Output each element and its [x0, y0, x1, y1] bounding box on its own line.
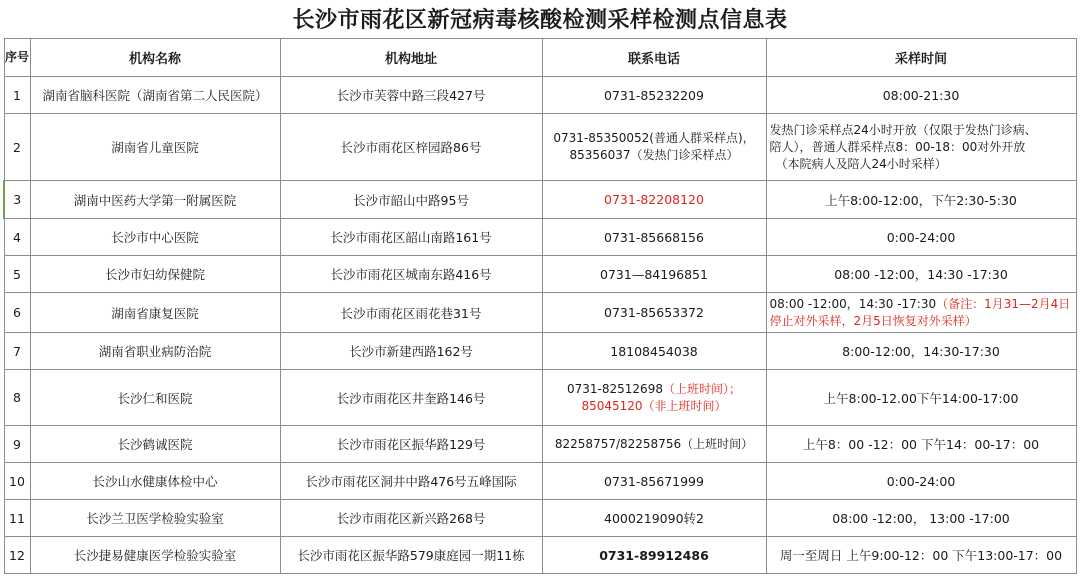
cell-phone: 0731-85653372 — [542, 293, 766, 333]
time-line: 发热门诊采样点24小时开放（仅限于发热门诊病、 — [769, 122, 1037, 137]
cell-time: 0:00-24:00 — [766, 463, 1076, 500]
cell-time: 08:00 -12:00，14:30 -17:30 — [766, 256, 1076, 293]
cell-time: 08:00-21:30 — [766, 77, 1076, 114]
cell-address: 长沙市雨花区韶山南路161号 — [280, 219, 542, 256]
table-row — [4, 426, 1076, 463]
phone-note: （上班时间）； — [662, 381, 741, 396]
cell-seq: 8 — [4, 370, 30, 426]
cell-address: 长沙市雨花区振华路579康庭园一期11栋 — [280, 537, 542, 574]
table-row — [4, 463, 1076, 500]
table-row — [4, 537, 1076, 574]
cell-phone: 0731—84196851 — [542, 256, 766, 293]
cell-phone: 82258757/82258756（上班时间） — [542, 426, 766, 463]
cell-address: 长沙市雨花区梓园路86号 — [280, 114, 542, 181]
phone-line — [546, 381, 763, 398]
phone-line: 0731-85350052(普通人群采样点)， — [553, 131, 755, 145]
cell-address: 长沙市雨花区雨花巷31号 — [280, 293, 542, 333]
phone-line: 85356037（发热门诊采样点） — [569, 148, 739, 162]
cell-address: 长沙市雨花区井奎路146号 — [280, 370, 542, 426]
cell-name: 长沙兰卫医学检验实验室 — [30, 500, 280, 537]
cell-name: 长沙市妇幼保健院 — [30, 256, 280, 293]
time-line: （本院病人及陪人24小时采样） — [775, 156, 947, 171]
table-row — [4, 77, 1076, 114]
cell-phone: 0731-85668156 — [542, 219, 766, 256]
cell-phone — [542, 370, 766, 426]
cell-address: 长沙市雨花区城南东路416号 — [280, 256, 542, 293]
cell-time: 上午8：00 -12：00 下午14：00-17：00 — [766, 426, 1076, 463]
cell-seq: 12 — [4, 537, 30, 574]
cell-seq: 9 — [4, 426, 30, 463]
table-row — [4, 500, 1076, 537]
header-row — [4, 39, 1076, 77]
cell-name: 湖南省儿童医院 — [30, 114, 280, 181]
table-row — [4, 333, 1076, 370]
cell-seq: 10 — [4, 463, 30, 500]
cell-phone: 0731-82208120 — [542, 181, 766, 219]
cell-time: 08:00 -12:00， 13:00 -17:00 — [766, 500, 1076, 537]
cell-name: 长沙市中心医院 — [30, 219, 280, 256]
cell-seq: 11 — [4, 500, 30, 537]
cell-address: 长沙市芙蓉中路三段427号 — [280, 77, 542, 114]
cell-time: 上午8:00-12:00，下午2:30-5:30 — [766, 181, 1076, 219]
header-seq: 序号 — [4, 39, 30, 77]
cell-name: 长沙山水健康体检中心 — [30, 463, 280, 500]
cell-phone: 18108454038 — [542, 333, 766, 370]
cell-address: 长沙市韶山中路95号 — [280, 181, 542, 219]
cell-time — [766, 114, 1076, 181]
cell-seq: 5 — [4, 256, 30, 293]
cell-name: 长沙鹤诚医院 — [30, 426, 280, 463]
cell-seq: 6 — [4, 293, 30, 333]
header-name: 机构名称 — [30, 39, 280, 77]
cell-name: 长沙仁和医院 — [30, 370, 280, 426]
header-time: 采样时间 — [766, 39, 1076, 77]
cell-address: 长沙市新建西路162号 — [280, 333, 542, 370]
header-address: 机构地址 — [280, 39, 542, 77]
cell-phone: 0731-89912486 — [542, 537, 766, 574]
cell-address: 长沙市雨花区振华路129号 — [280, 426, 542, 463]
cell-name: 湖南省脑科医院（湖南省第二人民医院） — [30, 77, 280, 114]
cell-time: 8:00-12:00，14:30-17:30 — [766, 333, 1076, 370]
table-row — [4, 114, 1076, 181]
phone-line: 85045120（非上班时间） — [581, 398, 727, 413]
cell-seq: 1 — [4, 77, 30, 114]
cell-time: 周一至周日 上午9:00-12：00 下午13:00-17：00 — [766, 537, 1076, 574]
cell-phone: 4000219090转2 — [542, 500, 766, 537]
cell-phone: 0731-85232209 — [542, 77, 766, 114]
phone-number: 0731-82512698 — [567, 381, 663, 396]
cell-seq: 3 — [4, 181, 30, 219]
time-note: （备注：1月31—2月4日停止对外采样，2月5日恢复对外采样） — [769, 296, 1071, 328]
cell-name: 长沙捷易健康医学检验实验室 — [30, 537, 280, 574]
cell-time: 0:00-24:00 — [766, 219, 1076, 256]
table-row — [4, 219, 1076, 256]
cell-time: 上午8:00-12.00下午14:00-17:00 — [766, 370, 1076, 426]
header-phone: 联系电话 — [542, 39, 766, 77]
table-row — [4, 256, 1076, 293]
cell-phone: 0731-85671999 — [542, 463, 766, 500]
cell-seq: 4 — [4, 219, 30, 256]
time-text: 08:00 -12:00，14:30 -17:30 — [769, 296, 937, 311]
cell-seq: 2 — [4, 114, 30, 181]
table-row — [4, 181, 1076, 219]
info-table — [3, 38, 1077, 574]
cell-time — [766, 293, 1076, 333]
cell-name: 湖南省康复医院 — [30, 293, 280, 333]
cell-name: 湖南省职业病防治院 — [30, 333, 280, 370]
cell-address: 长沙市雨花区新兴路268号 — [280, 500, 542, 537]
cell-phone — [542, 114, 766, 181]
cell-seq: 7 — [4, 333, 30, 370]
page-title: 长沙市雨花区新冠病毒核酸检测采样检测点信息表 — [292, 7, 788, 33]
cell-name: 湖南中医药大学第一附属医院 — [30, 181, 280, 219]
table-row — [4, 370, 1076, 426]
time-line: 陪人），普通人群采样点8：00-18：00对外开放 — [769, 139, 1026, 154]
cell-address: 长沙市雨花区洞井中路476号五峰国际 — [280, 463, 542, 500]
table-row — [4, 293, 1076, 333]
